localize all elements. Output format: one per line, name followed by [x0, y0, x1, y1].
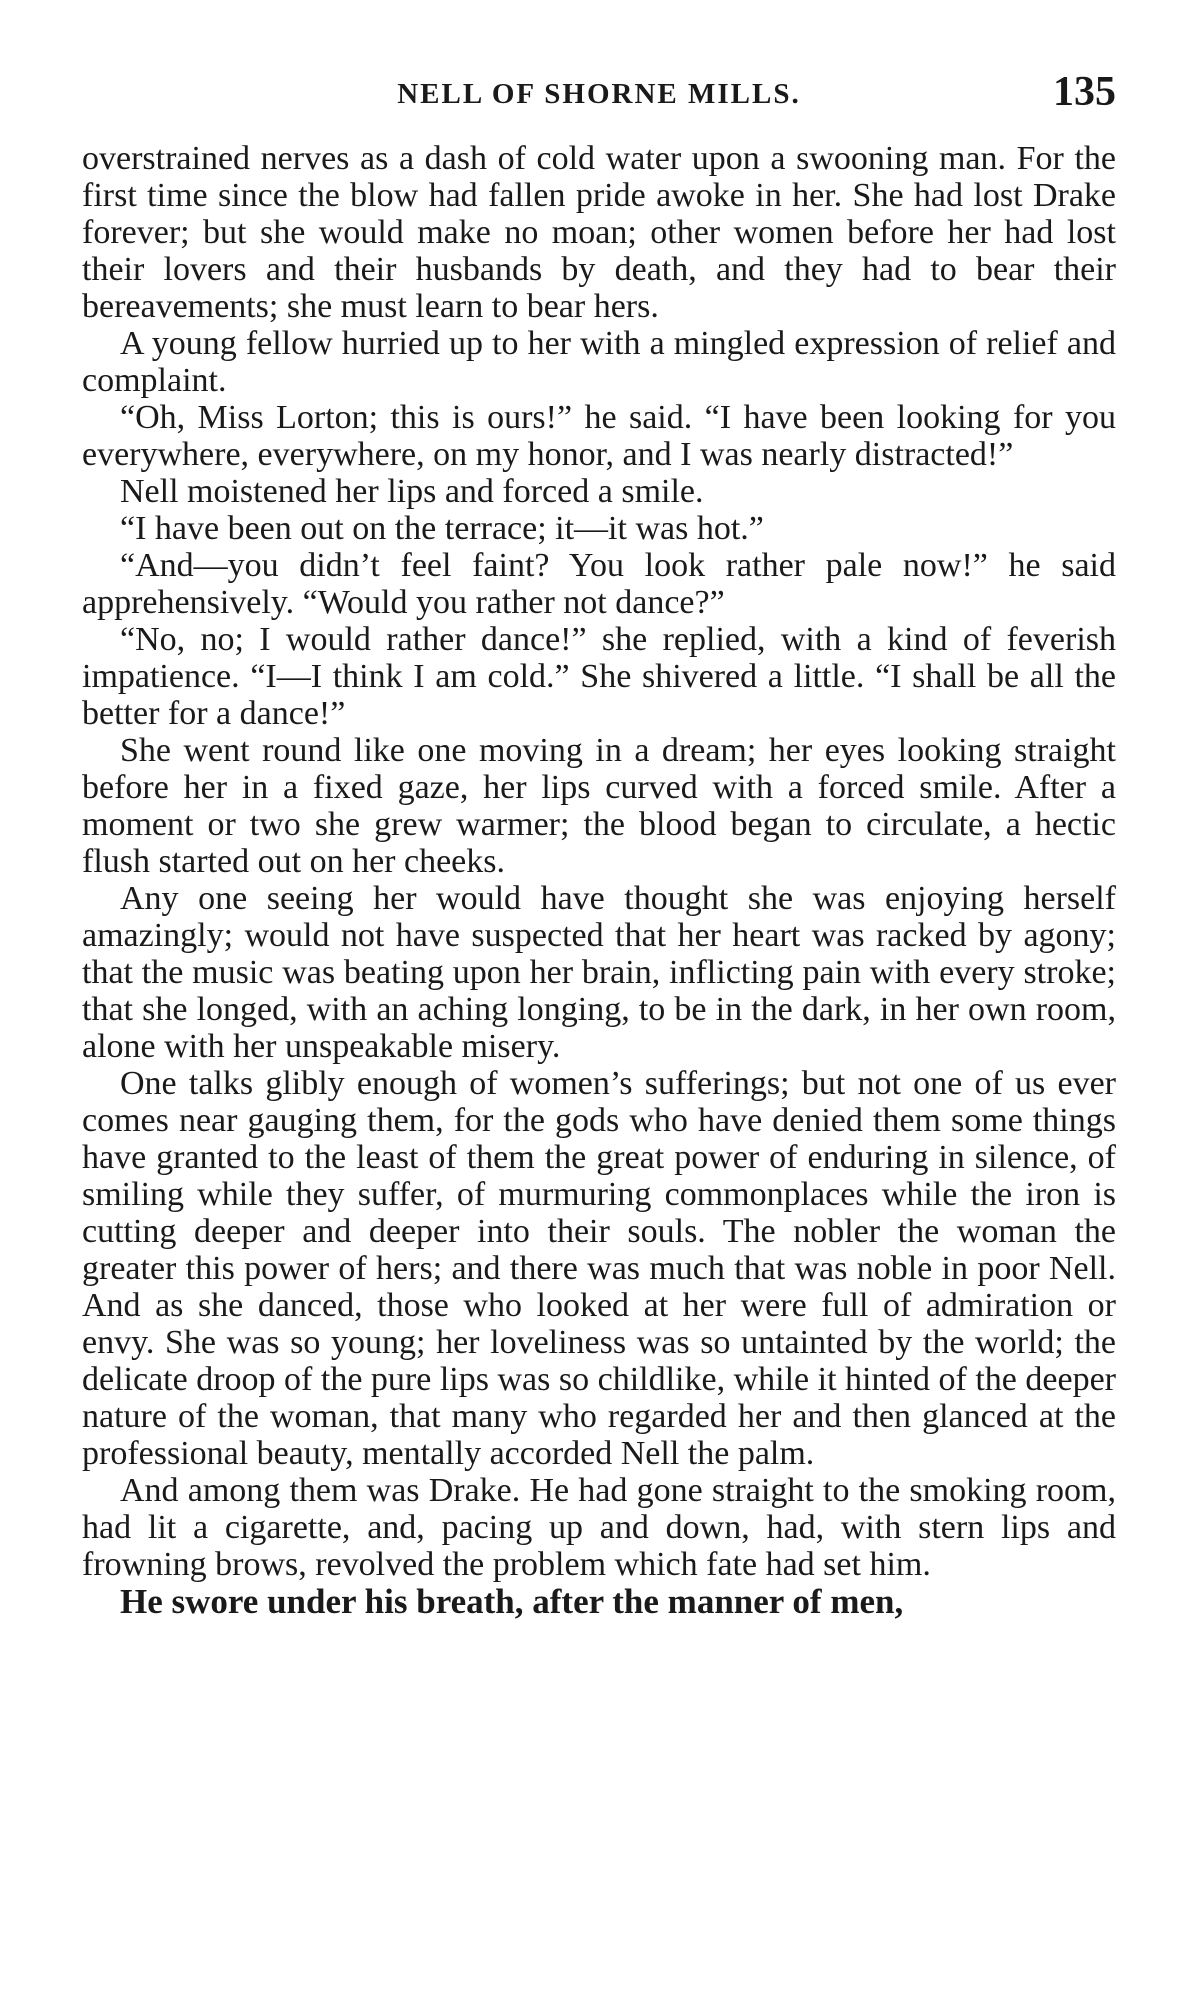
paragraph: A young fellow hurried up to her with a mingled expression of relief and complaint. — [82, 325, 1116, 399]
page-number: 135 — [1053, 69, 1116, 115]
paragraph: He swore under his breath, after the manner of men, — [120, 1582, 904, 1621]
paragraph: And among them was Drake. He had gone straight to the smoking room, had lit a cigarette, and, pacing up and down, had, with stern lips and frowning brows, revolved the problem which fate had set him. — [82, 1472, 1116, 1583]
paragraph: She went round like one moving in a dream; her eyes looking straight before her in a fixed gaze, her lips curved with a forced smile. After a moment or two she grew warmer; the blood began to circulate, a hectic flush started out on her cheeks. — [82, 732, 1116, 880]
paragraph: “I have been out on the terrace; it—it was hot.” — [120, 510, 764, 547]
paragraph: “And—you didn’t feel faint? You look rather pale now!” he said apprehensively. “Would you rather not dance?” — [82, 547, 1116, 621]
paragraph: One talks glibly enough of women’s sufferings; but not one of us ever comes near gauging them, for the gods who have denied them some things have granted to the least of them the great power of enduring in silence, of smiling while they suffer, of murmuring commonplaces while the iron is cutting deeper and deeper into their souls. The nobler the woman the greater this power of hers; and there was much that was noble in poor Nell. And as she danced, those who looked at her were full of admiration or envy. She was so young; her loveliness was so untainted by the world; the delicate droop of the pure lips was so childlike, while it hinted of the deeper nature of the woman, that many who regarded her and then glanced at the professional beauty, mentally accorded Nell the palm. — [82, 1065, 1116, 1472]
paragraph: “No, no; I would rather dance!” she replied, with a kind of feverish impatience. “I—I think I am cold.” She shivered a little. “I shall be all the better for a dance!” — [82, 621, 1116, 732]
paragraph: Any one seeing her would have thought she was enjoying herself amazingly; would not have suspected that her heart was racked by agony; that the music was beating upon her brain, inflicting pain with every stroke; that she longed, with an aching longing, to be in the dark, in her own room, alone with her unspeakable misery. — [82, 880, 1116, 1065]
running-head: NELL OF SHORNE MILLS. — [397, 78, 801, 110]
body-text — [82, 140, 1116, 1620]
paragraph: Nell moistened her lips and forced a smile. — [120, 473, 704, 510]
paragraph: overstrained nerves as a dash of cold water upon a swooning man. For the first time since the blow had fallen pride awoke in her. She had lost Drake forever; but she would make no moan; other women before her had lost their lovers and their husbands by death, and they had to bear their bereavements; she must learn to bear hers. — [82, 140, 1116, 325]
page-header — [82, 68, 1116, 120]
paragraph: “Oh, Miss Lorton; this is ours!” he said. “I have been looking for you everywhere, everywhere, on my honor, and I was nearly distracted!” — [82, 399, 1116, 473]
